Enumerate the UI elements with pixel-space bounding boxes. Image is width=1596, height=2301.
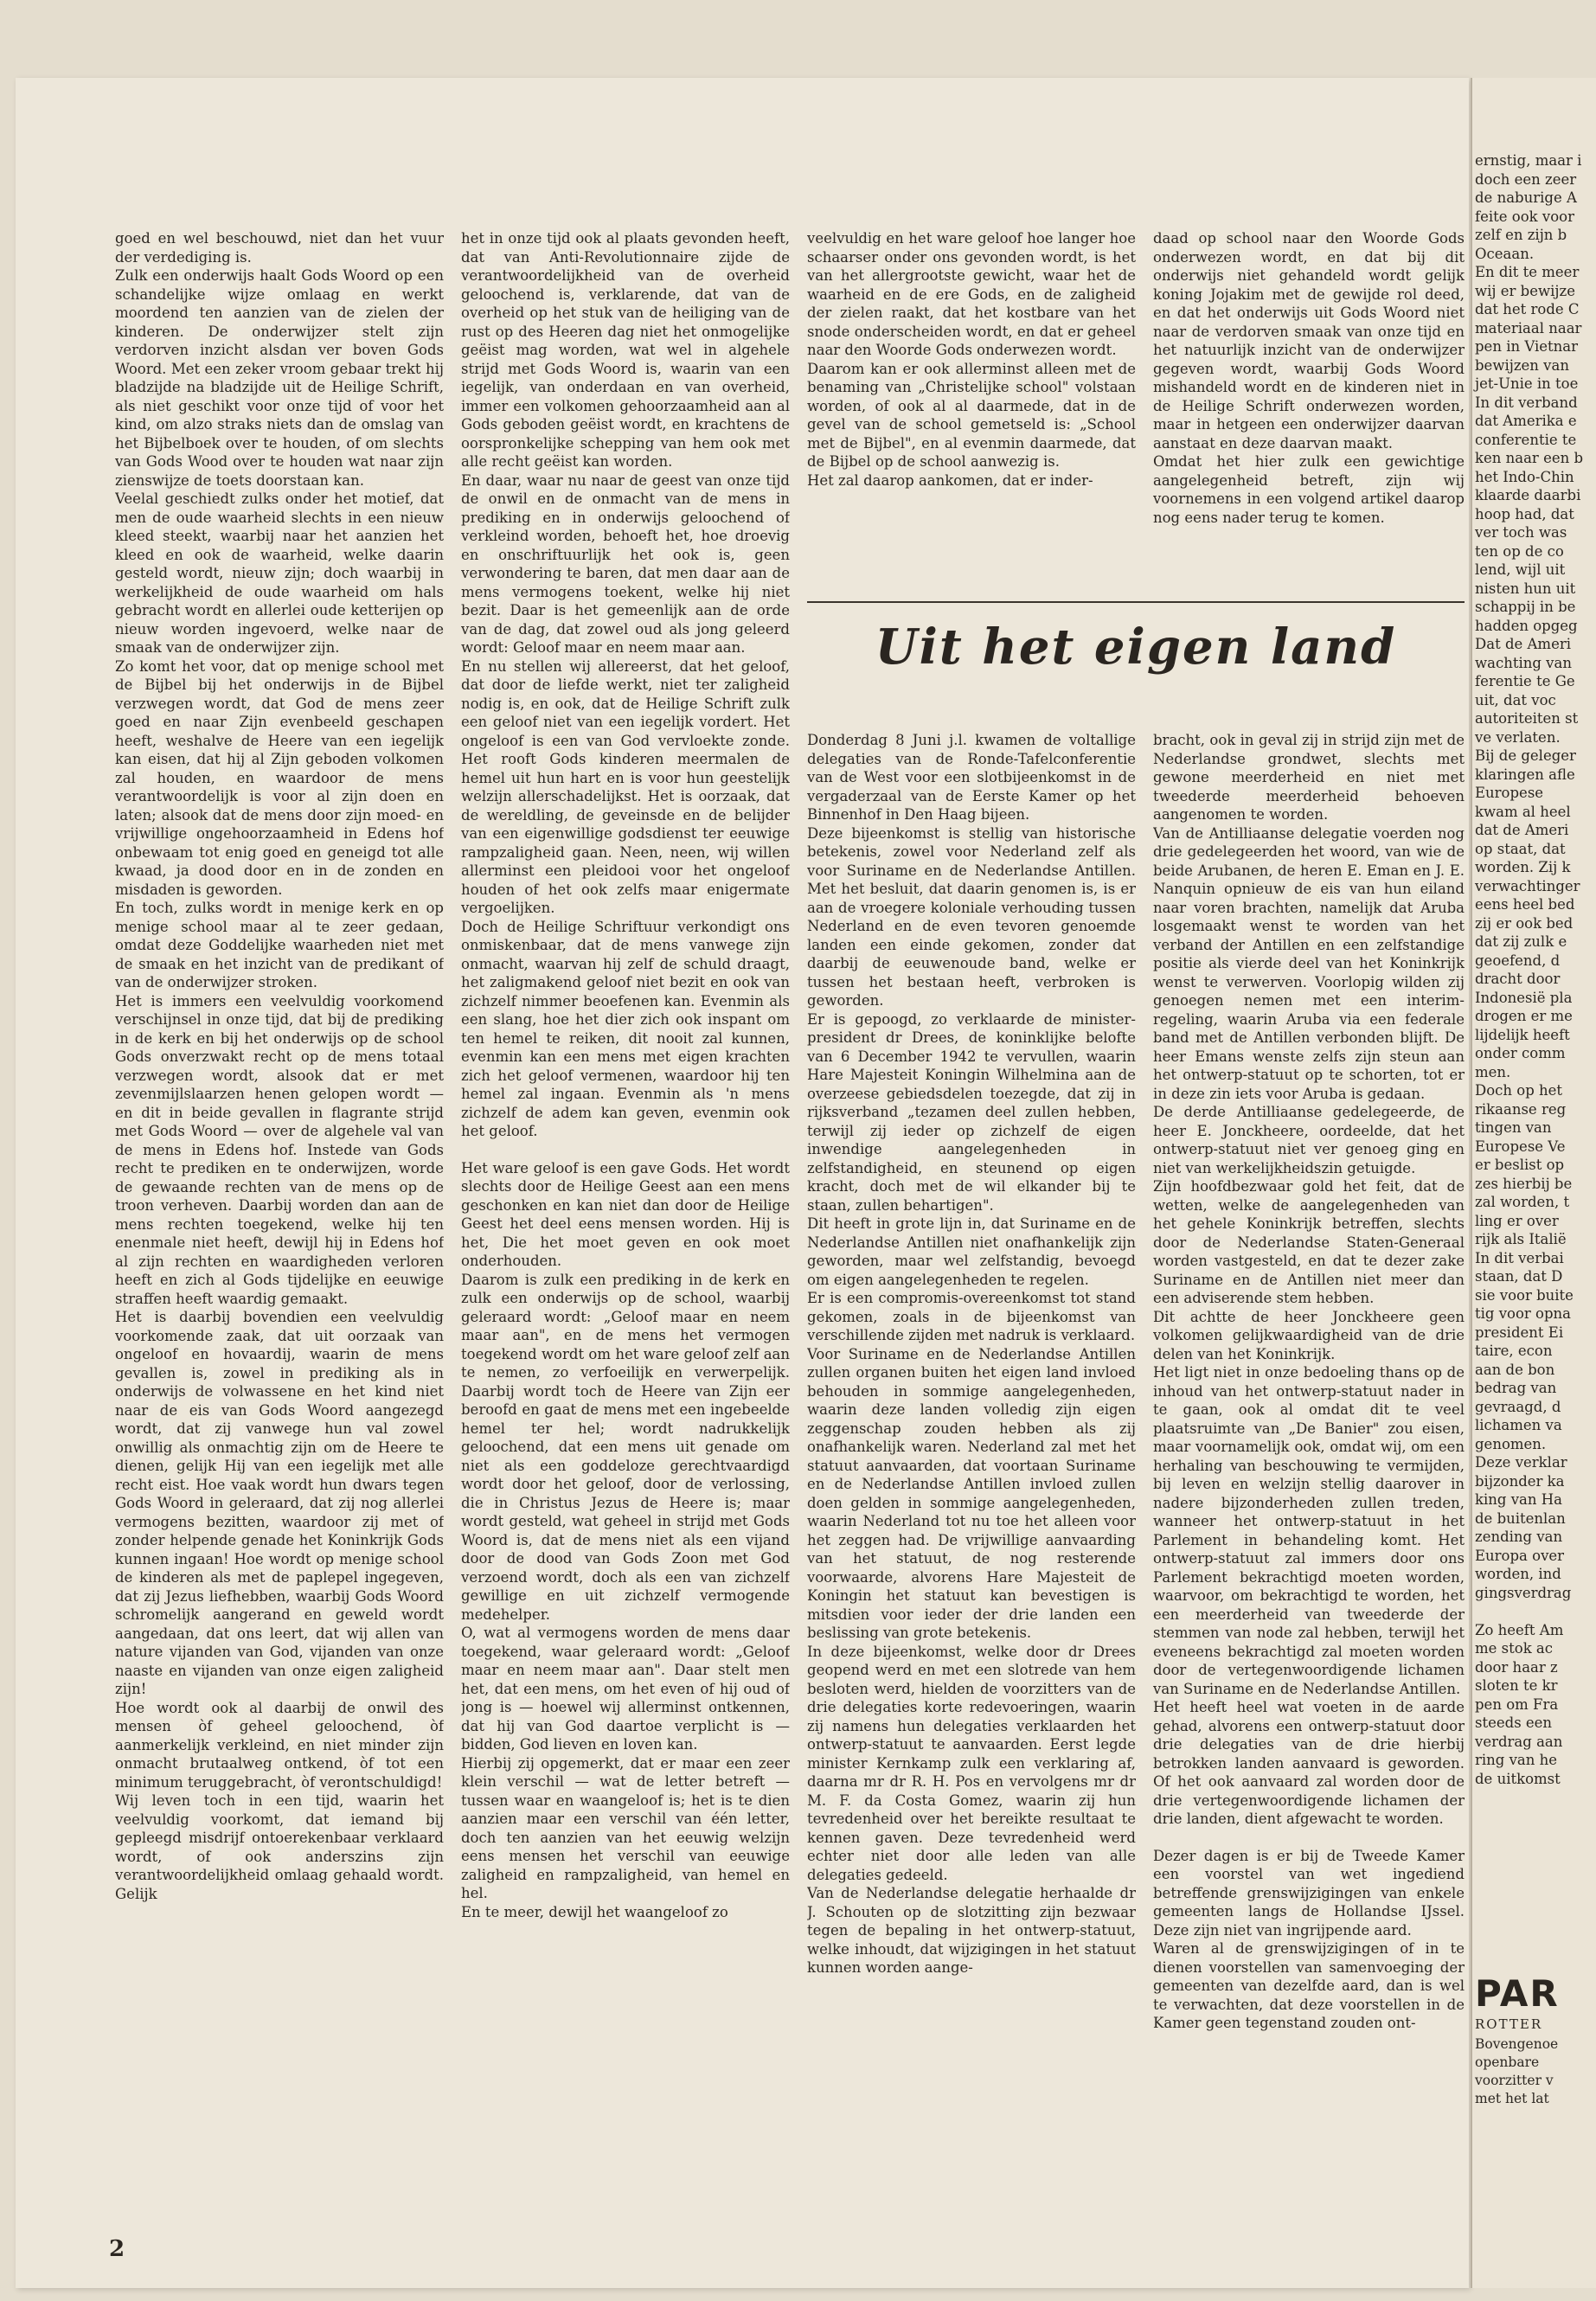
- ad-title: PAR: [1475, 1972, 1560, 2015]
- text-line: gingsverdrag: [1475, 1584, 1572, 1601]
- text-line: openbare: [1475, 2054, 1540, 2070]
- text-line: worden, ind: [1475, 1566, 1561, 1582]
- text-line: worden. Zij k: [1475, 859, 1571, 875]
- text-line: king van Ha: [1475, 1491, 1562, 1508]
- paragraph: Dezer dagen is er bij de Tweede Kamer een voorstel van wet ingediend betreffende grenswijzigingen van enkele gemeenten langs de Hollandse IJssel. Deze zijn niet van ingrijpende aard.: [1153, 1847, 1465, 1939]
- paragraph: Het is immers een veelvuldig voorkomend verschijnsel in onze tijd, dat bij de prediking in de kerk en bij het onderwijs op de school Gods onverzwakt recht op de mens totaal verzwegen wordt, alsook dat er met zevenmijlslaarzen henen gelopen wordt — en dit in beide gevallen in flagrante strijd met Gods Woord — over de algehele val van de mens in Edens hof. Instede van Gods recht te prediken en te onderwijzen, worde de gewaande rechten van de mens op de troon verheven. Daarbij worden dan aan de mens rechten toegekend, welke hij ten enenmale niet heeft, dewijl hij in Edens hof al zijn rechten en waardigheden verloren heeft en zich al Gods tijdelijke en eeuwige straffen heeft waardig gemaakt.: [115, 992, 444, 1307]
- text-line: En dit te meer: [1475, 264, 1580, 280]
- text-line: lichamen va: [1475, 1417, 1562, 1433]
- paragraph: Omdat het hier zulk een gewichtige aangelegenheid betreft, zijn wij voornemens in een volgend artikel daarop nog eens nader terug te komen.: [1153, 453, 1465, 526]
- paragraph: veelvuldig en het ware geloof hoe langer hoe schaarser onder ons gevonden wordt, is het van het allergrootste gewicht, waar het de waarheid en de ere Gods, en de zaligheid der zielen raakt, dat het kostbare van het snode onderscheiden wordt, en dat er geheel naar den Woorde Gods onderwezen wordt.: [807, 230, 1136, 358]
- text-line: me stok ac: [1475, 1640, 1554, 1657]
- text-line: Zo heeft Am: [1475, 1621, 1564, 1638]
- paragraph: het in onze tijd ook al plaats gevonden heeft, dat van Anti-Revolutionnaire zijde de verantwoordelijkheid van de overheid geloochend is, verklarende, dat van de overheid op het stuk van de heiliging van de rust op des Heeren dag niet het onmogelijke geëist mag worden, wat wel in algehele strijd met Gods Woord is, waarin van een iegelijk, van onderdaan en van overheid, immer een volkomen gehoorzaamheid aan al Gods geboden geëist wordt, en krachtens de oorspronkelijke schepping van hem ook met alle recht geëist kan worden.: [461, 230, 790, 470]
- text-line: steeds een: [1475, 1715, 1553, 1731]
- paragraph: En te meer, dewijl het waangeloof zo: [461, 1903, 728, 1920]
- ad-subtitle: ROTTER: [1475, 2016, 1543, 2032]
- paragraph: En daar, waar nu naar de geest van onze tijd de onwil en de onmacht van de mens in prediking en in onderwijs geloochend of verkleind worden, behoeft het, hoe droevig en onschriftuurlijk het ook is, geen verwondering te baren, dat men daar aan de mens vermogens toekent, welke hij niet bezit. Daar is het gemeenlijk aan de orde van de dag, dat zowel oud als jong geleerd wordt: Geloof maar en neem maar aan.: [461, 471, 790, 656]
- text-line: ferentie te Ge: [1475, 673, 1575, 689]
- text-line: In dit verbai: [1475, 1249, 1564, 1266]
- paragraph: Dit heeft in grote lijn in, dat Suriname en de Nederlandse Antillen niet onafhankelijk zijn geworden, maar wel zelfstandig, bevoegd om eigen aangelegenheden te regelen.: [807, 1215, 1136, 1288]
- text-line: tingen van: [1475, 1119, 1552, 1136]
- text-line: jet-Unie in toe: [1475, 375, 1579, 392]
- text-line: genomen.: [1475, 1435, 1547, 1452]
- paragraph: O, wat al vermogens worden de mens daar toegekend, waar geleraard wordt: „Geloof maar en neem maar aan". Daar stelt men het, dat een mens, om het even of hij oud of jong is — hoewel wij allerminst ontkennen, dat hij van God daartoe verplicht is — bidden, God lieven en loven kan.: [461, 1625, 790, 1753]
- text-line: door haar z: [1475, 1658, 1558, 1676]
- text-line: Deze verklar: [1475, 1454, 1567, 1471]
- article-column-4: [1153, 229, 1465, 584]
- paragraph: [461, 1141, 790, 1159]
- text-line: lend, wijl uit: [1475, 561, 1566, 578]
- text-line: zes hierbij be: [1475, 1175, 1573, 1192]
- text-line: verwachtinger: [1475, 877, 1580, 894]
- text-line: zending van: [1475, 1529, 1563, 1545]
- text-line: de buitenlan: [1475, 1509, 1566, 1527]
- text-line: bedrag van: [1475, 1380, 1557, 1396]
- paragraph: Het heeft heel wat voeten in de aarde gehad, alvorens een ontwerp-statuut door drie delegaties van de drie hierbij betrokken landen aanvaard is geworden. Of het ook aanvaard zal worden door de drie vertegenwoordigende lichamen der drie landen, dient afgewacht te worden.: [1153, 1699, 1465, 1827]
- text-line: aan de bon: [1475, 1361, 1555, 1378]
- text-line: autoriteiten st: [1475, 710, 1579, 727]
- paragraph: Zo komt het voor, dat op menige school met de Bijbel bij het onderwijs in de Bijbel verzwegen wordt, dat God de mens zeer goed en naar Zijn evenbeeld geschapen heeft, weshalve de Heere van een iegelijk kan eisen, dat hij al Zijn geboden volkomen zal houden, en waardoor de mens verantwoordelijk is voor al zijn doen en laten; alsook dat de mens door zijn moed- en vrijwillige ongehoorzaamheid in Edens hof onbewaam tot enig goed en geneigd tot alle kwaad, ja dood door en in de zonden en misdaden is geworden.: [115, 657, 444, 898]
- text-line: er beslist op: [1475, 1157, 1565, 1173]
- text-line: gevraagd, d: [1475, 1398, 1561, 1415]
- text-line: wij er bewijze: [1475, 282, 1575, 299]
- text-line: onder comm: [1475, 1045, 1566, 1061]
- text-line: taire, econ: [1475, 1343, 1553, 1359]
- text-line: de naburige A: [1475, 189, 1577, 206]
- text-line: [1475, 1602, 1596, 1621]
- text-line: materiaal naar: [1475, 319, 1582, 336]
- paragraph: In deze bijeenkomst, welke door dr Drees geopend werd en met een slotrede van hem besloten werd, hielden de voorzitters van de drie delegaties korte redevoeringen, waarin zij namens hun delegaties verklaarden het ontwerp-statuut te aanvaarden. Eerst legde minister Kernkamp zulk een verklaring af, daarna mr dr R. H. Pos en vervolgens mr dr M. F. da Costa Gomez, waarin zij hun tevredenheid over het bereikte resultaat te kennen gaven. Deze tevredenheid werd echter niet door alle leden van alle delegaties gedeeld.: [807, 1643, 1136, 1883]
- text-line: sloten te kr: [1475, 1677, 1558, 1694]
- text-line: Indonesië pla: [1475, 989, 1573, 1006]
- ad-body: [1475, 2035, 1596, 2108]
- paragraph: Deze bijeenkomst is stellig van historische betekenis, zowel voor Nederland zelf als voor Suriname en de Nederlandse Antillen. Met het besluit, dat daarin genomen is, is er aan de vroegere koloniale verhouding tussen Nederland en de even tevoren genoemde landen een einde gekomen, zonder dat daarbij de eeuwenoude band, welke er tussen het bestaan heeft, verbroken is geworden.: [807, 824, 1136, 1009]
- paragraph: goed en wel beschouwd, niet dan het vuur der verdediging is.: [115, 230, 444, 266]
- text-line: ring van he: [1475, 1752, 1558, 1768]
- newspaper-page: [16, 78, 1469, 2288]
- text-line: rikaanse reg: [1475, 1100, 1567, 1118]
- advertisement-block: [1475, 1972, 1596, 2108]
- paragraph: Van de Antilliaanse delegatie voerden nog drie gedelegeerden het woord, van wie de beide Arubanen, de heren E. Eman en J. E. Nanquin opnieuw de eis van hun eiland naar voren brachten, namelijk dat Aruba losgemaakt wenst te worden van het verband der Antillen en een zelfstandige positie als vierde deel van het Koninkrijk wenst te verwerven. Voorlopig wilden zij genoegen nemen met een interim-regeling, waarin Aruba via een federale band met de Antillen verbonden blijft. De heer Emans wenste zelfs zijn steun aan het ontwerp-statuut op te schorten, tot er in deze zin iets voor Aruba is gedaan.: [1153, 824, 1465, 1102]
- text-line: ling er over: [1475, 1212, 1559, 1229]
- paragraph: Hierbij zij opgemerkt, dat er maar een zeer klein verschil — wat de letter betreft — tussen waar en waangeloof is; het is te dien aanzien maar een verschil van één letter, doch ten aanzien van het eeuwig welzijn eens mensen het verschil van eeuwige zaligheid en rampzaligheid, van hemel en hel.: [461, 1754, 790, 1901]
- text-line: uit, dat voc: [1475, 691, 1556, 708]
- paragraph: Het ware geloof is een gave Gods. Het wordt slechts door de Heilige Geest aan een mens geschonken en kan niet dan door de Heilige Geest het deel eens mensen worden. Hij is het, Die het moet geven en ook moet onderhouden.: [461, 1159, 790, 1269]
- text-line: Europese Ve: [1475, 1138, 1566, 1155]
- text-line: klaarde daarbi: [1475, 487, 1581, 503]
- text-line: dat Amerika e: [1475, 413, 1577, 429]
- text-line: ten op de co: [1475, 542, 1564, 560]
- text-line: zal worden, t: [1475, 1194, 1570, 1210]
- section-divider: [807, 601, 1465, 603]
- paragraph: Waren al de grenswijzigingen of in te dienen voorstellen van samenvoeging der gemeenten van dezelfde aard, dan is wel te verwachten, dat deze voorstellen in de Kamer geen tegenstand zouden ont-: [1153, 1940, 1465, 2031]
- text-line: conferentie te: [1475, 431, 1577, 448]
- text-line: rijk als Italië: [1475, 1231, 1567, 1247]
- text-line: hoop had, dat: [1475, 505, 1574, 522]
- news-column-right: [1153, 731, 1465, 2262]
- text-line: zelf en zijn b: [1475, 227, 1567, 243]
- article-column-2: [461, 229, 790, 2262]
- paragraph: Donderdag 8 Juni j.l. kwamen de voltallige delegaties van de Ronde-Tafelconferentie van de West voor een slotbijeenkomst in de vergaderzaal van de Eerste Kamer op het Binnenhof in Den Haag bijeen.: [807, 732, 1136, 823]
- text-line: met het lat: [1475, 2091, 1549, 2106]
- paragraph: Voor Suriname en de Nederlandse Antillen zullen organen buiten het eigen land invloed behouden in sommige aangelegenheden, waarin deze landen volledig zijn eigen zeggenschap zouden hebben als zij onafhankelijk waren. Nederland zal met het statuut aanvaarden, dat voortaan Suriname en de Nederlandse Antillen invloed zullen doen gelden in sommige aangelegenheden, waarin Nederland tot nu toe het alleen voor het zeggen had. De vrijwillige aanvaarding van het statuut, de nog resterende voorwaarde, alvorens Hare Majesteit de Koningin het statuut kan bevestigen is mitsdien voor ieder der drie landen een beslissing van grote betekenis.: [807, 1345, 1136, 1641]
- text-line: dat zij zulk e: [1475, 933, 1567, 950]
- paragraph: Zijn hoofdbezwaar gold het feit, dat de wetten, welke de aangelegenheden van het gehele Koninkrijk betreffen, slechts door de Nederlandse Staten-Generaal worden vastgesteld, en dat te dezer zake Suriname en de Antillen niet meer dan een adviserende stem hebben.: [1153, 1178, 1465, 1306]
- text-line: dracht door: [1475, 971, 1561, 987]
- paragraph: Het ligt niet in onze bedoeling thans op de inhoud van het ontwerp-statuut nader in te gaan, ook al omdat dit te veel plaatsruimte van „De Banier" zou eisen, maar voornamelijk ook, omdat wij, om een herhaling van beschouwing te vermijden, bij leven en welzijn stellig daarover in nadere bijzonderheden zullen treden, wanneer het ontwerp-statuut in het Parlement in behandeling komt. Het ontwerp-statuut zal immers door ons Parlement bekrachtigd moeten worden, waarvoor, om bekrachtigd te worden, het een meerderheid van tweederde der stemmen van node zal hebben, terwijl het eveneens bekrachtigd zal moeten worden door de vertegenwoordigende lichamen van Suriname en de Nederlandse Antillen.: [1153, 1364, 1465, 1697]
- paragraph: Er is gepoogd, zo verklaarde de minister-president dr Drees, de koninklijke belofte van 6 December 1942 te vervullen, waarin Hare Majesteit Koningin Wilhelmina aan de overzeese gebiedsdelen toezegde, dat zij in rijksverband „tezamen deel zullen hebben, terwijl zij ieder op zichzelf de eigen inwendige aangelegenheden in zelfstandigheid, en steunend op eigen kracht, doch met de wil elkander bij te staan, zullen behartigen".: [807, 1010, 1136, 1214]
- paragraph: Daarom is zulk een prediking in de kerk en zulk een onderwijs op de school, waarbij geleraard wordt: „Geloof maar en neem maar aan", en de mens het vermogen toegekend wordt om het ware geloof zelf aan te nemen, zo verfoeilijk en verwerpelijk. Daarbij wordt toch de Heere van Zijn eer beroofd en gaat de mens met een ingebeelde hemel ter hel; wordt nadrukkelijk geloochend, dat een mens uit genade om niet als een goddeloze gerechtvaardigd wordt door het geloof, door de verlossing, die in Christus Jezus de Heere is; maar wordt gesteld, wat geheel in strijd met Gods Woord is, dat de mens niet als een vijand door de dood van Gods Zoon met God verzoend wordt, doch als een van zichzelf gewillige en uit zichzelf vermogende medehelper.: [461, 1271, 790, 1623]
- text-line: feite ook voor: [1475, 208, 1574, 225]
- paragraph: Doch de Heilige Schriftuur verkondigt ons onmiskenbaar, dat de mens vanwege zijn onmacht, waarvan hij zelf de schuld draagt, het zaligmakend geloof niet bezit en ook van zichzelf nimmer beoefenen kan. Evenmin als een slang, hoe het dier zich ook inspant om ten hemel te reiken, dit nooit zal kunnen, evenmin kan een mens met eigen krachten zich het geloof vermenen, waardoor hij ten hemel zal ingaan. Evenmin als 'n mens zichzelf de adem kan geven, evenmin ook het geloof.: [461, 918, 790, 1139]
- text-line: Doch op het: [1475, 1082, 1563, 1099]
- text-line: hadden opgeg: [1475, 617, 1578, 634]
- paragraph: Hoe wordt ook al daarbij de onwil des mensen òf geheel geloochend, òf aanmerkelijk verkleind, en niet minder zijn onmacht brutaalweg ontkend, òf tot een minimum teruggebracht, òf verontschuldigd!: [115, 1699, 444, 1791]
- text-line: sie voor buite: [1475, 1286, 1574, 1304]
- news-column-left: [807, 731, 1136, 2262]
- page-number: 2: [109, 2236, 125, 2262]
- text-line: kwam al heel: [1475, 803, 1571, 820]
- text-line: pen in Vietnar: [1475, 338, 1578, 355]
- text-line: president Ei: [1475, 1324, 1564, 1341]
- paragraph: bracht, ook in geval zij in strijd zijn met de Nederlandse grondwet, slechts met gewone meerderheid en niet met tweederde meerderheid behoeven aangenomen te worden.: [1153, 732, 1465, 823]
- paragraph: Veelal geschiedt zulks onder het motief, dat men de oude waarheid slechts in een nieuw kleed steekt, waarbij naar het aanzien het kleed en ook de waarheid, welke daarin gesteld wordt, nieuw zijn; doch waarbij in werkelijkheid de oude waarheid om hals gebracht wordt en allerlei oude ketterijen op nieuw worden ingevoerd, welke naar de smaak van de onderwijzer zijn.: [115, 490, 444, 656]
- article-column-3: [807, 229, 1136, 584]
- text-line: staan, dat D: [1475, 1268, 1563, 1285]
- paragraph: En nu stellen wij allereerst, dat het geloof, dat door de liefde werkt, niet ter zaligheid nodig is, en ook, dat de Heilige Schrift zulk een geloof niet van een iegelijk vordert. Het ongeloof is een van God vervloekte zonde. Het rooft Gods kinderen meermalen de hemel uit hun hart en is voor hun geestelijk welzijn allerschadelijkst. Het is oorzaak, dat de wereldling, de geveinsde en de belijder van een eigenwillige godsdienst ter eeuwige rampzaligheid gaan. Neen, neen, wij willen allerminst een pleidooi voor het ongeloof houden of het ook zelfs maar enigermate vergoelijken.: [461, 657, 790, 916]
- section-headline: Uit het eigen land: [875, 619, 1397, 676]
- text-line: Europa over: [1475, 1547, 1565, 1564]
- text-line: lijdelijk heeft: [1475, 1026, 1570, 1043]
- paragraph: Er is een compromis-overeenkomst tot stand gekomen, zoals in de bijeenkomst van verschillende zijden met nadruk is verklaard.: [807, 1290, 1136, 1343]
- paragraph: Zulk een onderwijs haalt Gods Woord op een schandelijke wijze omlaag en werkt moordend ten aanzien van de zielen der kinderen. De onderwijzer stelt zijn verdorven inzicht alsdan ver boven Gods Woord. Met een zeker vroom gebaar trekt hij bladzijde na bladzijde uit de Heilige Schrift, als niet geschikt voor onze tijd of voor het kind, om alzo straks niets dan de omslag van het Bijbelboek over te houden, of om slechts van Gods Wood over te houden wat naar zijn zienswijze de toets doorstaan kan.: [115, 267, 444, 489]
- text-line: wachting van: [1475, 654, 1572, 671]
- text-line: ve verlaten.: [1475, 728, 1561, 746]
- text-line: schappij in be: [1475, 599, 1576, 615]
- text-line: zij er ook bed: [1475, 914, 1574, 932]
- text-line: op staat, dat: [1475, 840, 1566, 857]
- text-line: eens heel bed: [1475, 896, 1575, 913]
- paragraph: Wij leven toch in een tijd, waarin het veelvuldig voorkomt, dat iemand bij gepleegd misdrijf ontoerekenbaar verklaard wordt, of ook anderszins zijn verantwoordelijkheid omlaag gehaald wordt. Gelijk: [115, 1792, 444, 1902]
- paragraph: daad op school naar den Woorde Gods onderwezen wordt, en dat bij dit onderwijs niet gehandeld wordt gelijk koning Jojakim met de gewijde rol deed, en dat het onderwijs uit Gods Woord niet naar de verdorven smaak van onze tijd en het natuurlijk inzicht van de onderwijzer gegeven wordt, waarbij Gods Woord mishandeld wordt en de kinderen niet in de Heilige Schrift onderwezen worden, maar in hetgeen een onderwijzer daarvan aanstaat en deze daarvan maakt.: [1153, 230, 1465, 452]
- text-line: geoefend, d: [1475, 952, 1561, 969]
- text-line: bijzonder ka: [1475, 1472, 1565, 1490]
- text-line: men.: [1475, 1063, 1511, 1080]
- text-line: Bovengenoe: [1475, 2036, 1559, 2052]
- text-line: ver toch was: [1475, 524, 1567, 541]
- text-line: doch een zeer: [1475, 170, 1577, 188]
- paragraph: En toch, zulks wordt in menige kerk en op menige school maar al te zeer gedaan, omdat deze Goddelijke waarheden niet met de smaak en het inzicht van de predikant of van de onderwijzer stroken.: [115, 900, 444, 990]
- adjacent-page-column: [1475, 151, 1596, 1788]
- paragraph: De derde Antilliaanse gedelegeerde, de heer E. Jonckheere, oordeelde, dat het ontwerp-statuut niet ver genoeg ging en niet van werkelijkheidszin getuigde.: [1153, 1104, 1465, 1176]
- text-line: In dit verband: [1475, 394, 1578, 411]
- text-line: drogen er me: [1475, 1008, 1573, 1024]
- text-line: Oceaan.: [1475, 245, 1535, 262]
- text-line: het Indo-Chin: [1475, 468, 1574, 485]
- text-line: Dat de Ameri: [1475, 636, 1572, 652]
- paragraph: Het is daarbij bovendien een veelvuldig voorkomende zaak, dat uit oorzaak van ongeloof en hovaardij, waarin de mens gevallen is, zowel in prediking als in onderwijs de volwassene en het kind niet naar de eis van Gods Woord aangezegd wordt, dat zij vanwege hun val zowel onwillig als onmachtig zijn om de Heere te dienen, gelijk Hij van een iegelijk met alle recht eist. Hoe vaak wordt hun dwars tegen Gods Woord in geleraard, dat zij nog allerlei vermogens bezitten, waardoor zij met of zonder helpende genade het Koninkrijk Gods kunnen ingaan! Hoe wordt op menige school de kinderen als met de paplepel ingegeven, dat zij Jezus liefhebben, waarbij Gods Woord schromelijk aangerand en geweld wordt aangedaan, dat ons leert, dat wij allen van nature vijanden van God, vijanden van onze naaste en vijanden van onze eigen zaligheid zijn!: [115, 1309, 444, 1697]
- text-line: ken naar een b: [1475, 450, 1584, 466]
- text-line: klaringen afle: [1475, 766, 1575, 783]
- text-line: dat het rode C: [1475, 301, 1580, 317]
- text-line: tig voor opna: [1475, 1305, 1571, 1322]
- text-line: bewijzen van: [1475, 356, 1569, 374]
- text-line: voorzitter v: [1475, 2073, 1554, 2088]
- text-line: verdrag aan: [1475, 1733, 1563, 1750]
- text-line: ernstig, maar i: [1475, 152, 1582, 169]
- text-line: pen om Fra: [1475, 1695, 1559, 1713]
- text-line: Europese: [1475, 785, 1544, 801]
- text-line: dat de Ameri: [1475, 822, 1569, 838]
- paragraph: [1153, 1829, 1465, 1847]
- text-line: nisten hun uit: [1475, 580, 1576, 597]
- paragraph: Dit achtte de heer Jonckheere geen volkomen gelijkwaardigheid van de drie delen van het Koninkrijk.: [1153, 1308, 1465, 1362]
- text-line: Bij de geleger: [1475, 747, 1576, 764]
- paragraph: Het zal daarop aankomen, dat er inder-: [807, 471, 1093, 489]
- article-column-1: [115, 229, 444, 2262]
- text-line: de uitkomst: [1475, 1770, 1561, 1787]
- paragraph: Van de Nederlandse delegatie herhaalde dr J. Schouten op de slotzitting zijn bezwaar tegen de bepaling in het ontwerp-statuut, welke inhoudt, dat wijzigingen in het statuut kunnen worden aange-: [807, 1885, 1136, 1976]
- paragraph: Daarom kan er ook allerminst alleen met de benaming van „Christelijke school" volstaan worden, of ook al al daarmede, dat in de gevel van de school gemetseld is: „School met de Bijbel", en al evenmin daarmede, dat de Bijbel op de school aanwezig is.: [807, 360, 1136, 470]
